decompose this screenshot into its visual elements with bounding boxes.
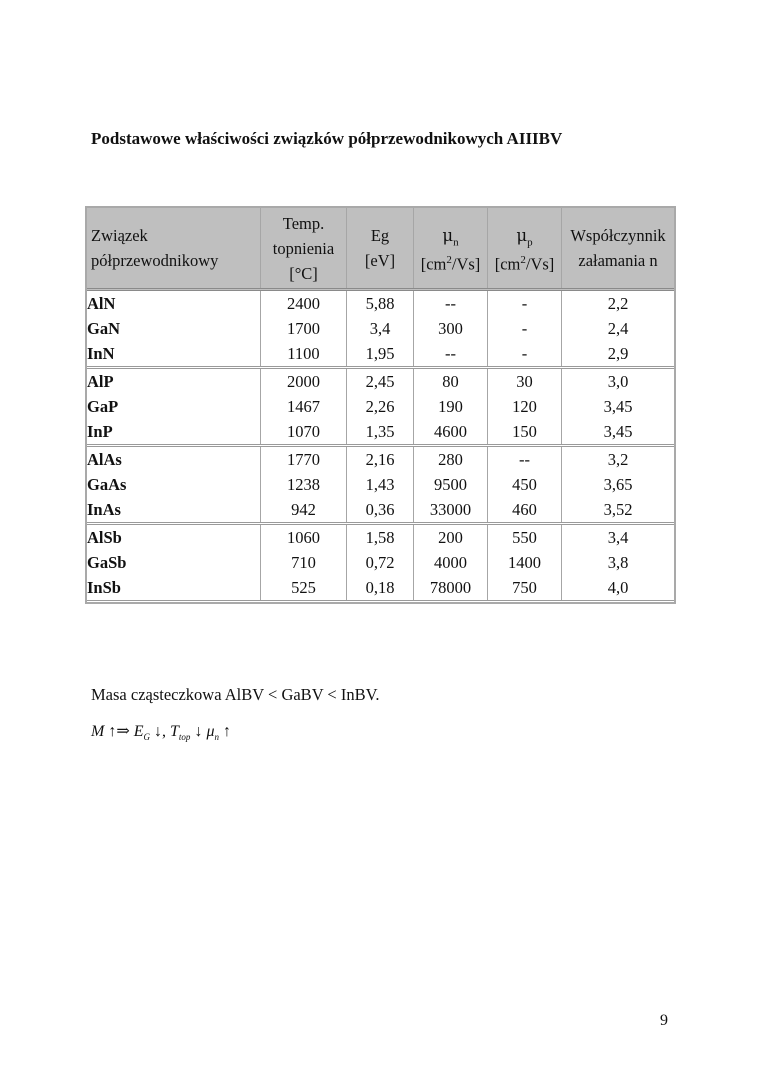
electron-mobility-cell: -- 300 -- — [414, 290, 488, 368]
header-electron-mobility: $\mu_n$ $[cm^2/Vs]$ — [414, 208, 488, 290]
electron-mobility-cell: 200 4000 78000 — [414, 524, 488, 602]
table-header-row — [87, 208, 675, 290]
electron-mobility-cell: 80 190 4600 — [414, 368, 488, 446]
refractive-index-cell: 3,4 3,8 4,0 — [562, 524, 675, 602]
page-title: Podstawowe właściwości związków półprzewodnikowych AIIIBV — [91, 129, 563, 148]
band-gap-cell: 2,45 2,26 1,35 — [347, 368, 414, 446]
header-refractive-index: Współczynnik załamania n — [562, 208, 675, 290]
electron-mobility-cell: 280 9500 33000 — [414, 446, 488, 524]
properties-table — [86, 207, 675, 603]
compound-cell: AlP GaP InP — [87, 368, 261, 446]
melting-temp-cell: 2000 1467 1070 — [261, 368, 347, 446]
header-band-gap: Eg [eV] — [347, 208, 414, 290]
table-row-nitrides — [87, 290, 675, 368]
page-number: 9 — [660, 1012, 668, 1029]
refractive-index-cell: 3,0 3,45 3,45 — [562, 368, 675, 446]
melting-temp-cell: 1060 710 525 — [261, 524, 347, 602]
refractive-index-cell: 3,2 3,65 3,52 — [562, 446, 675, 524]
band-gap-cell: 1,58 0,72 0,18 — [347, 524, 414, 602]
refractive-index-cell: 2,2 2,4 2,9 — [562, 290, 675, 368]
table-row-antimonides — [87, 524, 675, 602]
molecular-mass-note: Masa cząsteczkowa AlBV < GaBV < InBV. — [91, 685, 380, 704]
header-hole-mobility: $\mu_p$ $[cm^2/Vs]$ — [488, 208, 562, 290]
melting-temp-cell: 2400 1700 1100 — [261, 290, 347, 368]
table-row-phosphides — [87, 368, 675, 446]
relation-formula: M ↑⇒ $E_G$ ↓, $T_{top}$ ↓ $\mu_n$ ↑ — [91, 723, 231, 743]
compound-cell: AlN GaN InN — [87, 290, 261, 368]
hole-mobility-cell: -- 450 460 — [488, 446, 562, 524]
melting-temp-cell: 1770 1238 942 — [261, 446, 347, 524]
table-row-arsenides — [87, 446, 675, 524]
hole-mobility-cell: 550 1400 750 — [488, 524, 562, 602]
hole-mobility-cell: 30 120 150 — [488, 368, 562, 446]
compound-cell: AlAs GaAs InAs — [87, 446, 261, 524]
header-melting-temp: Temp. topnienia [°C] — [261, 208, 347, 290]
header-compound: Związek półprzewodnikowy — [87, 208, 261, 290]
hole-mobility-cell: - - - — [488, 290, 562, 368]
band-gap-cell: 2,16 1,43 0,36 — [347, 446, 414, 524]
compound-cell: AlSb GaSb InSb — [87, 524, 261, 602]
band-gap-cell: 5,88 3,4 1,95 — [347, 290, 414, 368]
